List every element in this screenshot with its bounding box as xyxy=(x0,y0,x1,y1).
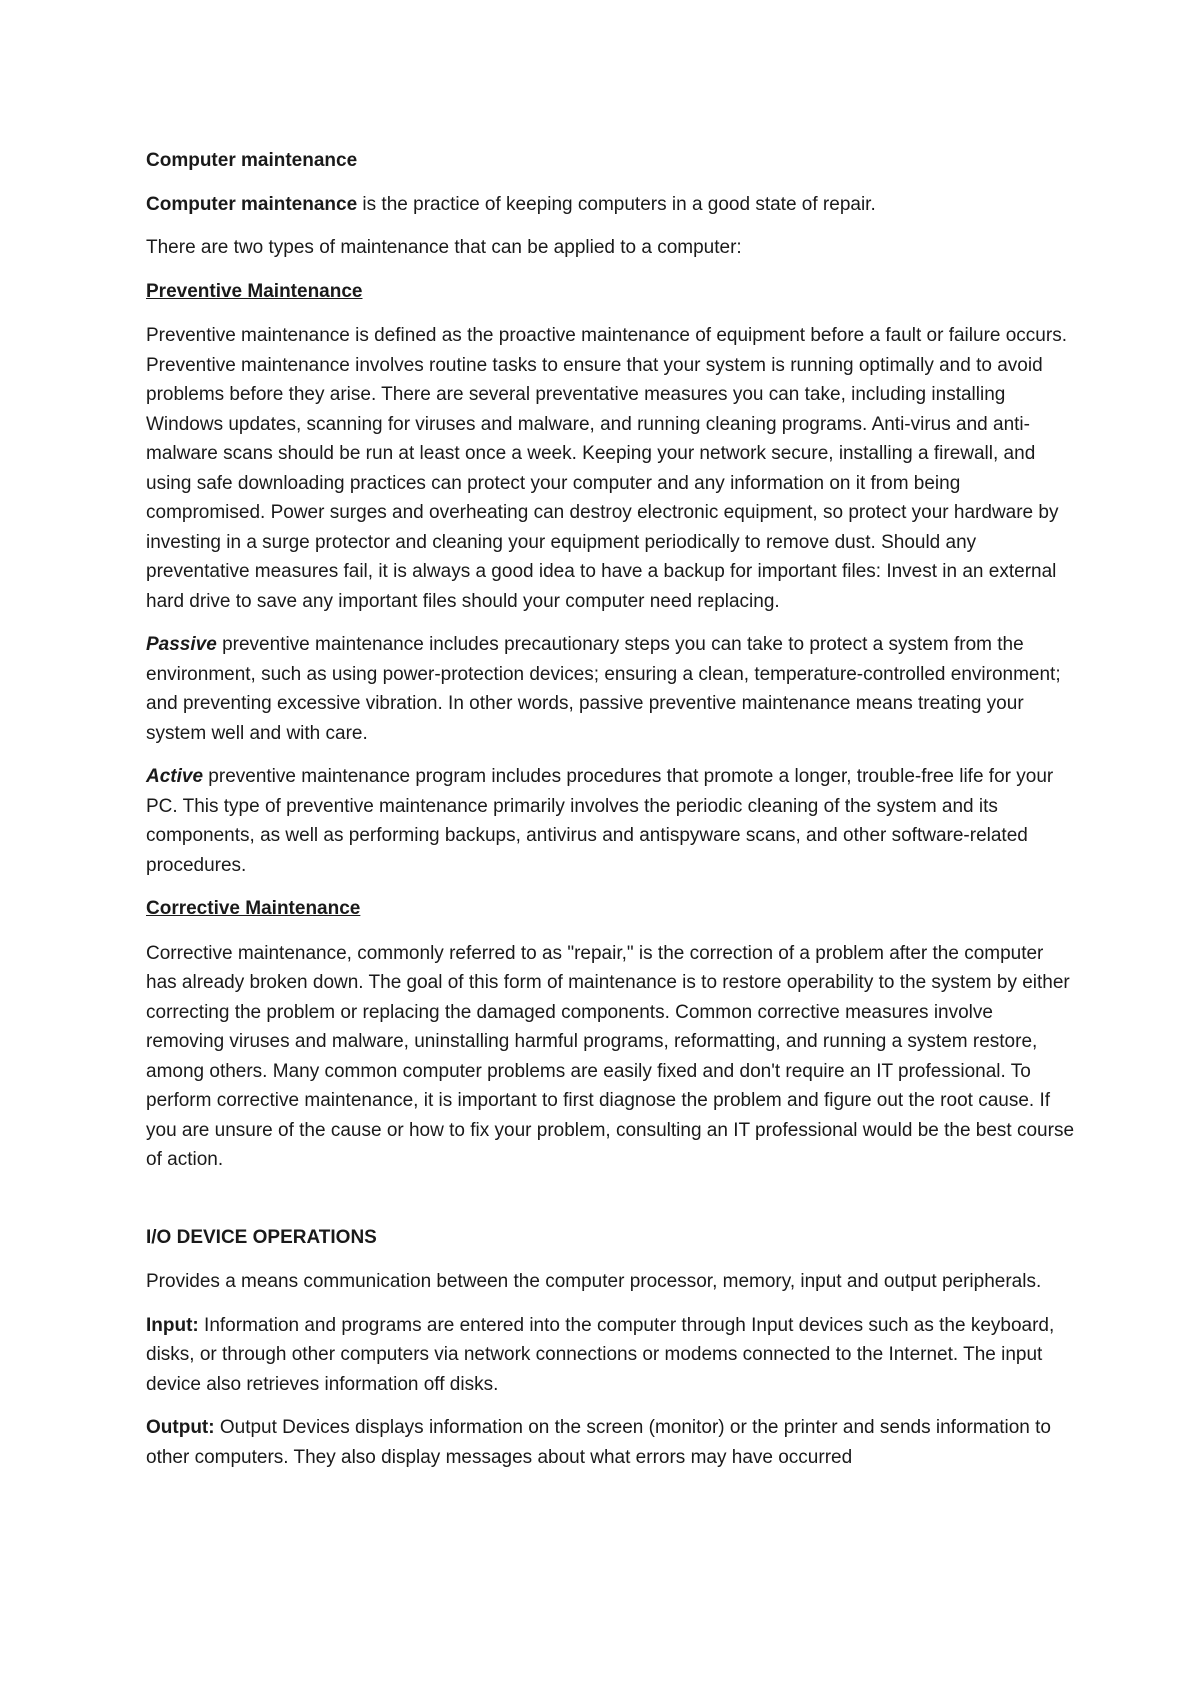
output-lead-term: Output: xyxy=(146,1417,215,1438)
document-page xyxy=(146,146,1076,1486)
document-title: Computer maintenance xyxy=(146,150,358,171)
io-heading: I/O DEVICE OPERATIONS xyxy=(146,1226,377,1248)
io-intro-paragraph: Provides a means communication between the computer processor, memory, input and output peripherals. xyxy=(146,1271,1042,1292)
input-lead-term: Input: xyxy=(146,1314,199,1336)
preventive-heading: Preventive Maintenance xyxy=(146,280,363,302)
active-text: preventive maintenance program includes procedures that promote a longer, trouble-free life for your PC. This type of preventive maintenance primarily involves the periodic cleaning of the system and its components, as well as performing backups, antivirus and antispyware scans, and other software-related procedures. xyxy=(146,766,1054,876)
corrective-paragraph: Corrective maintenance, commonly referred to as "repair," is the correction of a problem after the computer has already broken down. The goal of this form of maintenance is to restore operability to the system by either correcting the problem or replacing the damaged components. Common corrective measures involve removing viruses and malware, uninstalling harmful programs, reformatting, and running a system restore, among others. Many common computer problems are easily fixed and don't require an IT professional. To perform corrective maintenance, it is important to first diagnose the problem and figure out the root cause. If you are unsure of the cause or how to fix your problem, consulting an IT professional would be the best course of action. xyxy=(146,942,1075,1170)
intro-paragraph xyxy=(146,190,1076,220)
output-paragraph xyxy=(146,1413,1076,1472)
passive-text: preventive maintenance includes precautionary steps you can take to protect a system from the environment, such as using power-protection devices; ensuring a clean, temperature-controlled environment; and preventing excessive vibration. In other words, passive preventive maintenance means treating your system well and with care. xyxy=(146,634,1061,744)
passive-lead-term: Passive xyxy=(146,634,217,655)
preventive-paragraph: Preventive maintenance is defined as the proactive maintenance of equipment before a fault or failure occurs. Preventive maintenance involves routine tasks to ensure that your system is running optimally and to avoid problems before they arise. There are several preventative measures you can take, including installing Windows updates, scanning for viruses and malware, and running cleaning programs. Anti-virus and anti-malware scans should be run at least once a week. Keeping your network secure, installing a firewall, and using safe downloading practices can protect your computer and any information on it from being compromised. Power surges and overheating can destroy electronic equipment, so protect your hardware by investing in a surge protector and cleaning your equipment periodically to remove dust. Should any preventative measures fail, it is always a good idea to have a backup for important files: Invest in an external hard drive to save any important files should your computer need replacing. xyxy=(146,325,1067,612)
active-lead-term: Active xyxy=(146,766,204,787)
corrective-heading: Corrective Maintenance xyxy=(146,898,361,919)
output-text: Output Devices displays information on the screen (monitor) or the printer and sends information to other computers. They also display messages about what errors may have occurred xyxy=(146,1417,1051,1468)
active-paragraph xyxy=(146,762,1076,880)
types-paragraph: There are two types of maintenance that can be applied to a computer: xyxy=(146,237,742,258)
input-paragraph xyxy=(146,1311,1076,1400)
intro-text: is the practice of keeping computers in a good state of repair. xyxy=(357,193,876,215)
intro-lead-term: Computer maintenance xyxy=(146,193,358,215)
input-text: Information and programs are entered into the computer through Input devices such as the keyboard, disks, or through other computers via network connections or modems connected to the Internet. The input device also retrieves information off disks. xyxy=(146,1314,1055,1395)
passive-paragraph xyxy=(146,630,1076,748)
